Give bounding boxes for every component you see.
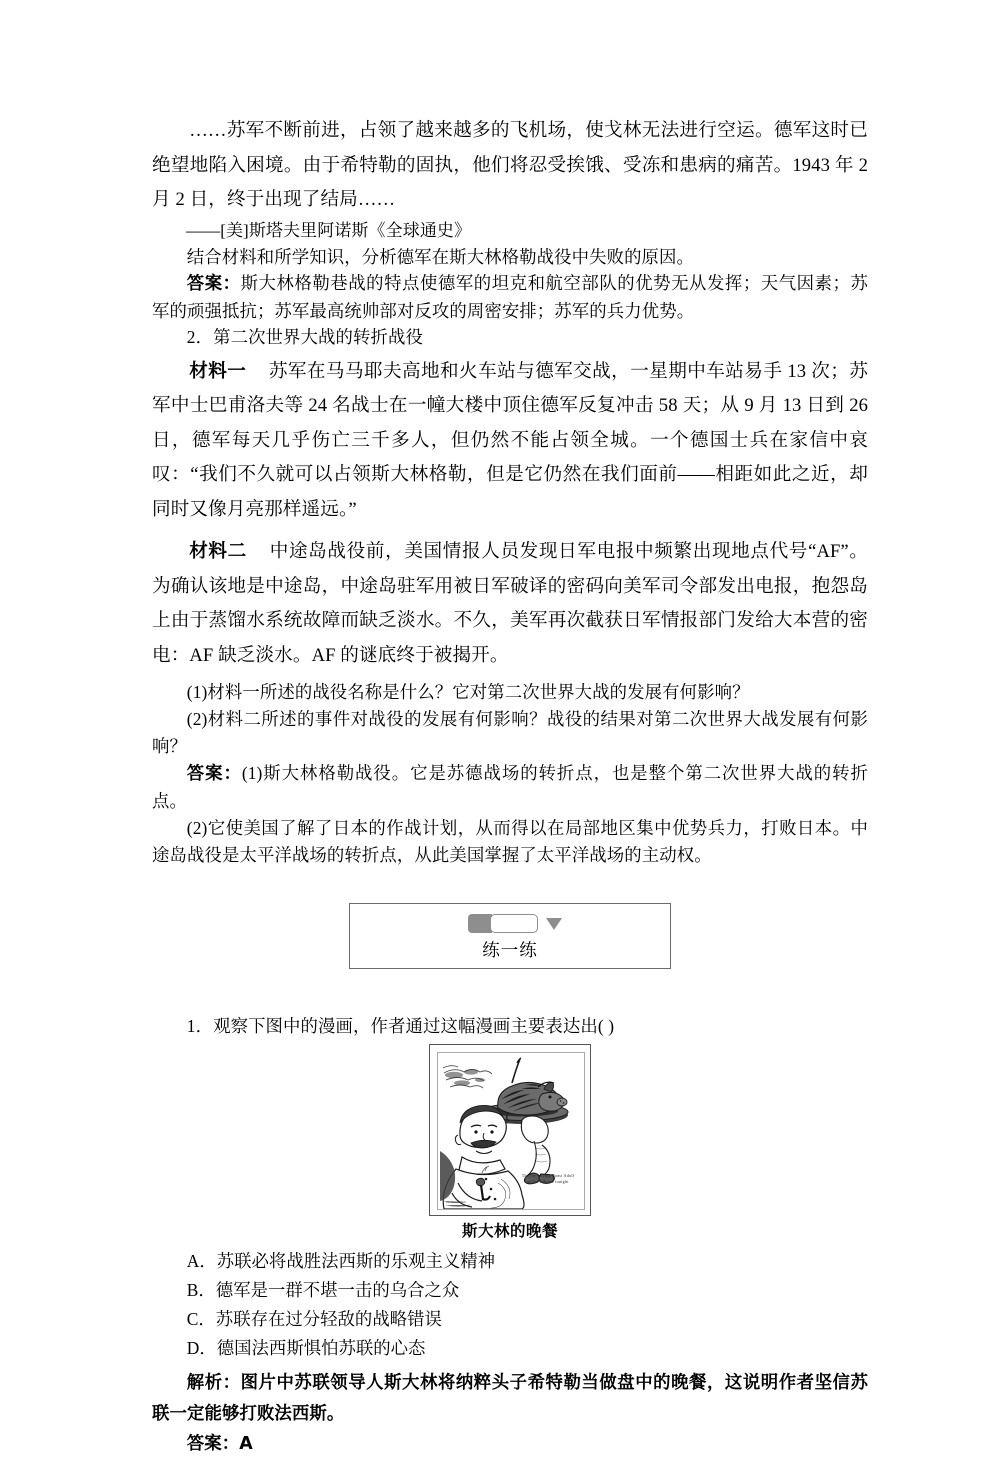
cartoon-image-frame [429, 1044, 591, 1216]
source-attribution: ——[美]斯塔夫里阿诺斯《全球通史》 [186, 220, 472, 240]
material-one-text: 苏军在马马耶夫高地和火车站与德军交战，一星期中车站易手 13 次；苏军中士巴甫洛夫等 24 名战士在一幢大楼中顶住德军反复冲击 58 天；从 9 月 13 日到 26 日，德军每天几乎伤亡三千多人，但仍然不能占领全城。一个德国士兵在家信中哀叹：“我们不久就可以占领斯大林格勒，但是它仍然在我们面前——相距如此之近，却同时又像月亮那样遥远。” [152, 360, 868, 520]
option-d-text: 德国法西斯惧怕苏联的心态 [216, 1338, 426, 1358]
prompt-paragraph: 结合材料和所学知识，分析德军在斯大林格勒战役中失败的原因。 [186, 246, 695, 267]
answer-text-2a: (1)斯大林格勒战役。它是苏德战场的转折点，也是整个第二次世界大战的转折点。 [152, 763, 868, 811]
answer-paragraph-2b: (2)它使美国了解了日本的作战计划，从而得以在局部地区集中优势兵力，打败日本。中途岛战役是太平洋战场的转折点，从此美国掌握了太平洋战场的主动权。 [152, 818, 868, 865]
cartoon-inline-line2: at Joe's House tonight [527, 1179, 569, 1184]
material-two-text: 中途岛战役前，美国情报人员发现日军电报中频繁出现地点代号“AF”。为确认该地是中途岛，中途岛驻军用被日军破译的密码向美军司令部发出电报，抱怨岛上由于蒸馏水系统故障而缺乏淡水。不久，美军再次截获日军情报部门发给大本营的密电：AF 缺乏淡水。AF 的谜底终于被揭开。 [152, 541, 868, 666]
explanation-text: 图片中苏联领导人斯大林将纳粹头子希特勒当做盘中的晚餐，这说明作者坚信苏联一定能够打败法西斯。 [152, 1373, 868, 1424]
answer-text-1: 斯大林格勒巷战的特点使德军的坦克和航空部队的优势无从发挥；天气因素；苏军的顽强抵抗；苏军最高统帅部对反攻的周密安排；苏军的兵力优势。 [152, 273, 868, 321]
answer-paragraph-1 [152, 270, 868, 324]
cartoon-inline-text [516, 1173, 580, 1185]
option-a-label: A． [186, 1251, 217, 1271]
explanation-label: 解析： [186, 1373, 241, 1393]
option-a-text: 苏联必将战胜法西斯的乐观主义精神 [216, 1251, 496, 1271]
option-b-text: 德军是一群不堪一击的乌合之众 [215, 1280, 460, 1300]
option-a[interactable] [152, 1247, 868, 1276]
chevron-down-icon[interactable] [546, 918, 562, 930]
section-heading-2: 2．第二次世界大战的转折战役 [186, 327, 423, 347]
option-d[interactable] [152, 1334, 868, 1363]
practice-toggle-row[interactable] [350, 914, 670, 933]
answer-label-1: 答案： [186, 274, 241, 294]
explanation-paragraph [152, 1367, 868, 1429]
exercise-block [152, 1013, 868, 1458]
material-one-label: 材料一 [189, 360, 247, 382]
option-b-label: B． [186, 1280, 216, 1300]
material-two-paragraph [152, 535, 868, 673]
option-b[interactable] [152, 1276, 868, 1305]
cartoon-signature: Dr. Seuss 1941 [446, 1200, 467, 1204]
options-list [152, 1247, 868, 1363]
exercise-answer [152, 1429, 868, 1458]
option-c[interactable] [152, 1305, 868, 1334]
toggle-knob [468, 914, 492, 933]
cartoon-inline-line1: They're serving Roast Adolf [521, 1173, 575, 1178]
cartoon-caption: 斯大林的晚餐 [461, 1222, 558, 1240]
source-quote-paragraph: ……苏军不断前进，占领了越来越多的飞机场，使戈林无法进行空运。德军这时已绝望地陷入困境。由于希特勒的固执，他们将忍受挨饿、受冻和患病的痛苦。1943 年 2 月 2 日，终于出现了结局…… [152, 120, 868, 210]
answer-label-2: 答案： [186, 764, 242, 784]
toggle-track [490, 914, 538, 933]
question-one: (1)材料一所述的战役名称是什么？它对第二次世界大战的发展有何影响？ [186, 682, 750, 702]
option-d-label: D． [186, 1338, 217, 1358]
practice-banner-label: 练一练 [482, 940, 538, 960]
cartoon-figure [152, 1044, 868, 1241]
page-content [152, 114, 868, 1458]
toggle-pill[interactable] [468, 914, 538, 933]
exercise-stem: 1．观察下图中的漫画，作者通过这幅漫画主要表达出( ) [186, 1016, 615, 1036]
question-two: (2)材料二所述的事件对战役的发展有何影响？战役的结果对第二次世界大战发展有何影响？ [152, 709, 868, 756]
cartoon-image [437, 1052, 585, 1210]
exercise-answer-value: A [239, 1434, 253, 1454]
option-c-label: C． [186, 1309, 216, 1329]
practice-banner[interactable] [349, 903, 671, 969]
material-two-label: 材料二 [189, 541, 247, 562]
cartoon-drawing [438, 1053, 584, 1209]
practice-banner-wrapper [152, 903, 868, 969]
material-one-paragraph [152, 355, 868, 528]
exercise-answer-label: 答案： [186, 1434, 240, 1454]
option-c-text: 苏联存在过分轻敌的战略错误 [215, 1309, 442, 1329]
answer-paragraph-2a [152, 760, 868, 815]
